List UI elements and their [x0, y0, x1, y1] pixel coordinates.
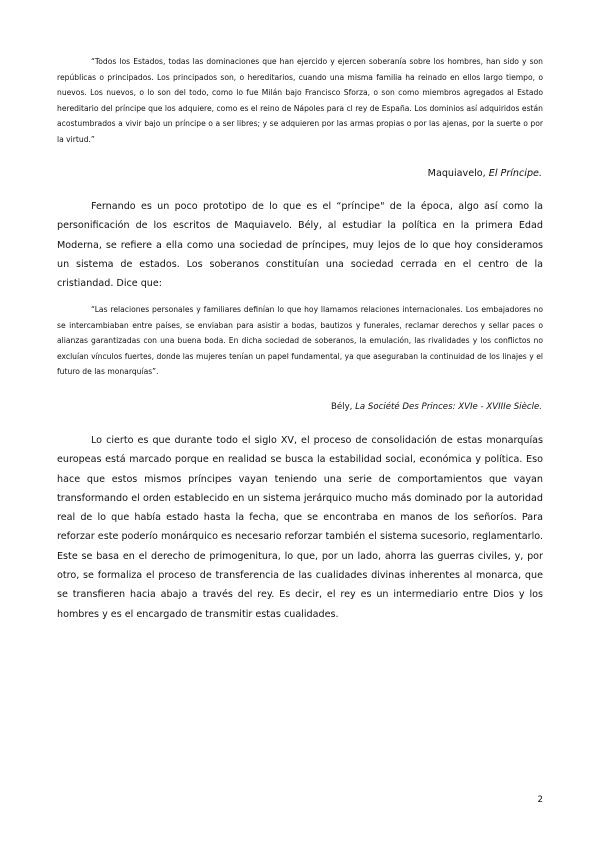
quote-machiavelli: “Todos los Estados, todas las dominaciones que han ejercido y ejercen soberanía sobre los hombres, han sido y son repúblicas o principados. Los principados son, o hereditarios, cuando una misma familia ha reinado en ellos largo tiempo, o nuevos. Los nuevos, o lo son del todo, como lo fue Milán bajo Francisco Sforza, o son como miembros agregados al Estado hereditario del príncipe que los adquiere, como es el reino de Nápoles para cl rey de España. Los dominios así adquiridos están acostumbrados a vivir bajo un príncipe o a ser libres; y se adquieren por las armas propias o por las ajenas, por la suerte o por la virtud.”: [57, 57, 543, 144]
paragraph-monarquias: Lo cierto es que durante todo el siglo XV, el proceso de consolidación de estas monarquías europeas está marcado porque en realidad se busca la estabilidad social, económica y política. Eso hace que estos mismos príncipes vayan teniendo una serie de comportamientos que vayan transformando el orden establecido en un sistema jerárquico mucho más dominado por la autoridad real de lo que había estado hasta la fecha, que se encontraba en manos de los señoríos. Para reforzar este poderío monárquico es necesario reforzar también el sistema sucesorio, reglamentarlo. Este se basa en el derecho de primogenitura, lo que, por un lado, ahorra las guerras civiles, y, por otro, se formaliza el proceso de transferencia de las cualidades divinas inherentes al monarca, que se transfieren hacia abajo a través del rey. Es decir, el rey es un intermediario entre Dios y los hombres y es el encargado de transmitir estas cualidades.: [57, 435, 543, 620]
quote-bely-attribution: [331, 402, 542, 412]
attribution-work: El Príncipe.: [488, 168, 542, 179]
page-number: 2: [537, 795, 543, 805]
attribution-author: Bély,: [331, 402, 356, 412]
quote-machiavelli-attribution: [428, 168, 542, 179]
paragraph-principe: Fernando es un poco prototipo de lo que es el “príncipe" de la época, algo así como la personificación de los escritos de Maquiavelo. Bély, al estudiar la política en la primera Edad Moderna, se refiere a ella como una sociedad de príncipes, muy lejos de lo que hoy consideramos un sistema de estados. Los soberanos constituían una sociedad cerrada en el centro de la cristiandad. Dice que:: [57, 201, 543, 290]
attribution-work: La Société Des Princes: XVIe - XVIIIe Siècle.: [355, 402, 542, 412]
quote-bely: “Las relaciones personales y familiares definían lo que hoy llamamos relaciones internacionales. Los embajadores no se intercambiaban entre países, se enviaban para asistir a bodas, bautizos y funerales, reclamar derechos y sellar paces o alianzas garantizadas con una buena boda. En dicha sociedad de soberanos, la emulación, las rivalidades y los conflictos no excluían vínculos fuertes, donde las mujeres tenían un papel fundamental, ya que aseguraban la continuidad de los linajes y el futuro de las monarquías”.: [57, 305, 543, 376]
attribution-author: Maquiavelo,: [427, 168, 489, 179]
